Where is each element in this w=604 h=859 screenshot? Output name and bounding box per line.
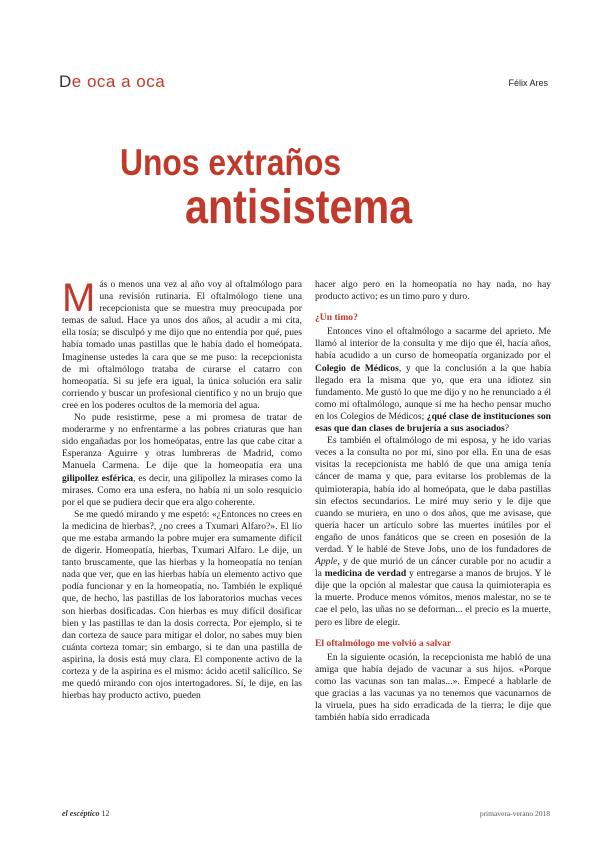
magazine-name: el escéptico xyxy=(62,809,100,818)
paragraph: No pude resistirme, pese a mi promesa de tratar de moderarme y no enfrentarme a las pobres criaturas que han sido engañadas por los homeópatas, entre las que cabe citar a Esperanza Aguirre y otras lumbreras de Madrid, como Manuela Carmena. Le dije que la homeopatía era una gilipollez esférica, es decir, una gilipollez la mirases como la mirases. Como era una esfera, no había ni un solo resquicio por el que se pudiera decir que era algo coherente. xyxy=(62,412,302,508)
paragraph: hacer algo pero en la homeopatía no hay nada, no hay producto activo; es un timo puro y duro. xyxy=(315,279,551,303)
footer-magazine xyxy=(62,809,110,818)
bold-phrase: medicina de verdad xyxy=(324,568,407,580)
paragraph: Es también el oftalmólogo de mi esposa, y he ido varias veces a la consulta no por mí, sino por ella. En una de esas visitas la recepcionista me habló de que una amiga tenía cáncer de mama y que, para evitarse los problemas de la quimioterapia, había ido al homeópata, que le daba pastillas sin efectos secundarios. Le miré muy serio y le dije que cuando se muriera, en uno o dos años, que me avisase, que quería hacer un artículo sobre las muertes inútiles por el engaño de unos fanáticos que se creen en posesión de la verdad. Y le hablé de Steve Jobs, uno de los fundadores de Apple, y de que murió de un cáncer curable por no acudir a la medicina de verdad y entregarse a manos de brujos. Y le dije que la opción al malestar que causa la quimioterapia es la muerte. Produce menos vómitos, menos malestar, no se te cae el pelo, las uñas no se deforman... el precio es la muerte, pero es libre de elegir. xyxy=(315,435,551,628)
drop-cap: M xyxy=(62,276,96,320)
section-title-initial: D xyxy=(59,72,72,91)
subheading: ¿Un timo? xyxy=(315,312,358,324)
bold-phrase: ¿qué clase de instituciones son esas que dan clases de brujería a sus asociados xyxy=(315,410,551,435)
paragraph: Más o menos una vez al año voy al oftalmólogo para una revisión rutinaria. El oftalmólogo tiene una recepcionista que se muestra muy preocupada por temas de salud. Hace ya unos dos años, al acudir a mi cita, ella tosía; se disculpó y me dijo que no entendía por qué, pues había tomado unas pastillas que le había dado el homeópata. Imagínense ustedes la cara que se me puso: la recepcionista de mi oftalmólogo trataba de curarse el catarro con homeopatía. Si su jefe era igual, la única solución era salir corriendo y buscar un profesional científico y no un brujo que cree en los poderes ocultos de la memoria del agua. xyxy=(62,276,302,411)
italic-phrase: Apple xyxy=(315,556,338,568)
author-name: Félix Ares xyxy=(508,78,548,88)
bold-phrase: gilipollez esférica xyxy=(62,472,134,484)
section-title-rest: e oca a oca xyxy=(71,72,166,91)
article-title-line2: antisistema xyxy=(185,181,413,234)
section-title xyxy=(59,72,165,92)
article-title-line1: Unos extraños xyxy=(120,142,342,183)
subheading: El oftalmólogo me volvió a salvar xyxy=(315,637,452,649)
footer-issue: primavera-verano 2018 xyxy=(479,809,550,818)
right-column xyxy=(315,279,551,724)
paragraph: Se me quedó mirando y me espetó: «¿Entonces no crees en la medicina de hierbas?, ¿no crees a Txumari Alfaro?». El lío que me estaba armando la pobre mujer era sumamente difícil de digerir. Homeopatía, hierbas, Txumari Alfaro. Le dije, un tanto bruscamente, que las hierbas y la homeopatía no tenían nada que ver, que en las hierbas había un elemento activo que podía funcionar y en la homeopatía, no. También le expliqué que, de hecho, las pastillas de los laboratorios muchas veces son hierbas dosificadas. Con hierbas es muy difícil dosificar bien y las pastillas te dan la dosis correcta. Por ejemplo, si te dan corteza de sauce para mitigar el dolor, no sabes muy bien cuánta corteza tomar; sin embargo, si te dan una pastilla de aspirina, la dosis está muy clara. El componente activo de la corteza y de la aspirina es el mismo: ácido acetil salicílico. Se me quedó mirando con ojos intertogadores. Sí, le dije, en las hierbas hay producto activo, pueden xyxy=(62,508,302,702)
paragraph: Entonces vino el oftalmólogo a sacarme del aprieto. Me llamó al interior de la consulta y me dijo que él, hacía años, había acudido a un curso de homeopatía organizado por el Colegio de Médicos, y que la conclusión a la que había llegado era la misma que yo, que era una idiotez sin fundamento. Me gustó lo que me dijo y no he renunciado a él como mi oftalmólogo, aunque sí me ha hecho pensar mucho en los Colegios de Médicos; ¿qué clase de instituciones son esas que dan clases de brujería a sus asociados? xyxy=(315,326,551,435)
left-column xyxy=(62,276,302,702)
bold-phrase: Colegio de Médicos xyxy=(315,362,399,374)
page-number: 12 xyxy=(101,809,110,818)
paragraph: En la siguiente ocasión, la recepcionista me habló de una amiga que había dejado de vacunar a sus hijos. «Porque como las vacunas son tan malas...». Empecé a hablarle de que gracias a las vacunas ya no tenemos que vacunarnos de la viruela, pues ha sido erradicada de la tierra; le dije que también había sido erradicada xyxy=(315,651,551,724)
